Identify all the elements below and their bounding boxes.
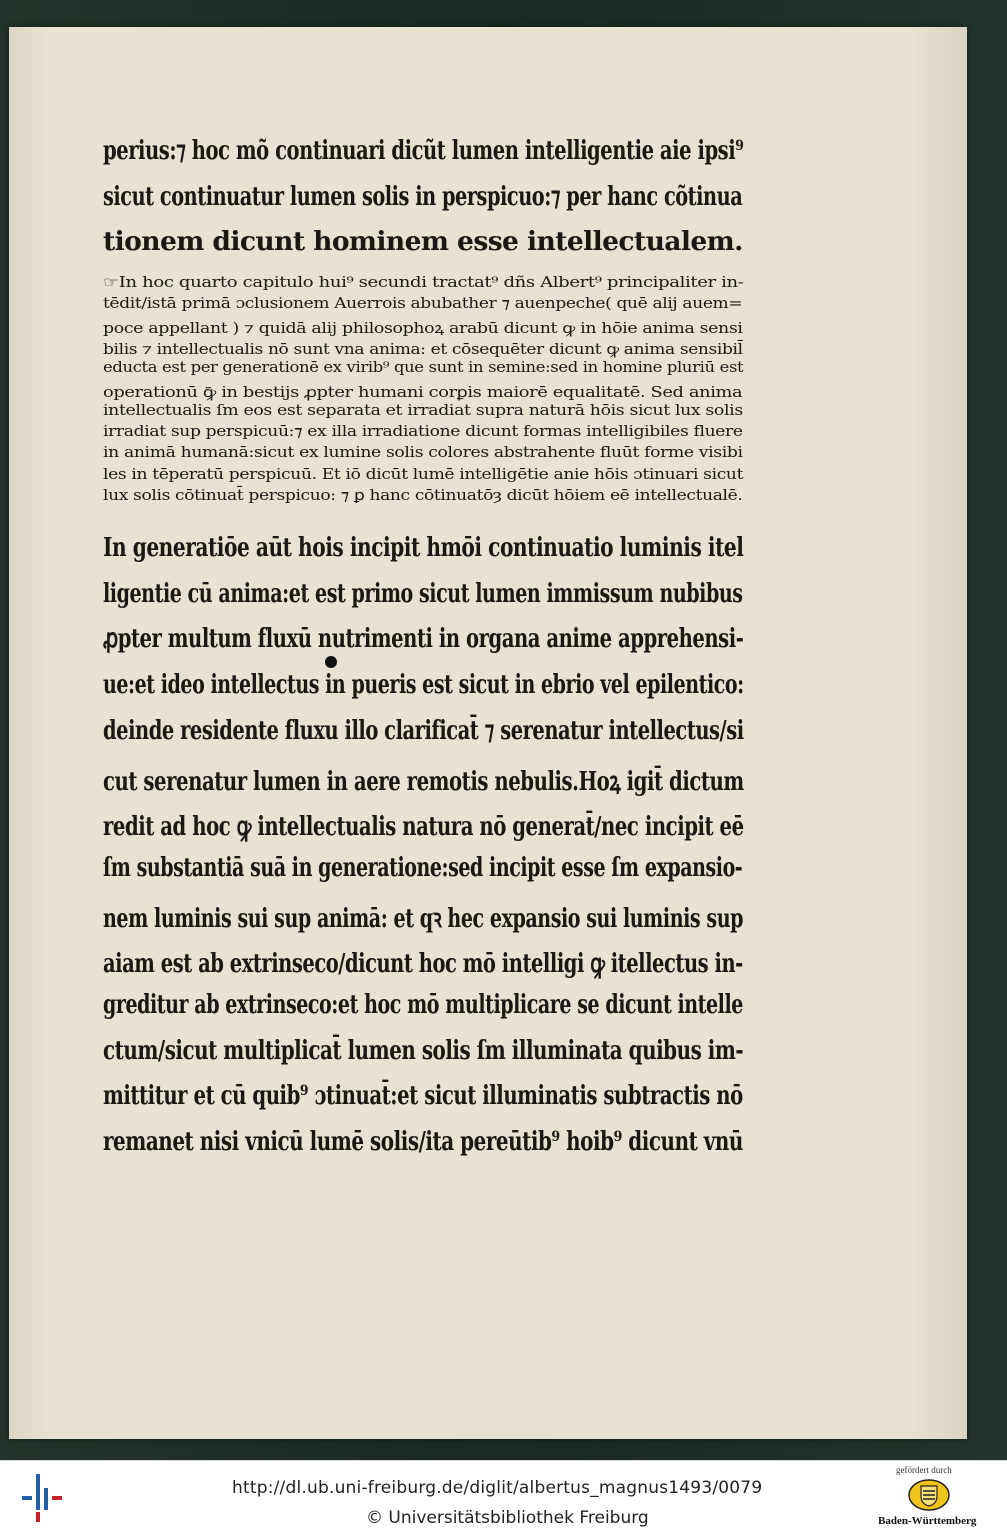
main-text-line: aiam est ab extrinseco/dicunt hoc mō intelligi ꝙ itellectus in- — [103, 949, 743, 980]
gloss-text-line: poce appellant ) ⁊ quidā alij philosophoꝝ arabū dicunt ꝙ in hōie anima sensi — [103, 320, 743, 337]
gloss-text-line: operationū ꝙ̄ in bestijs ꝓpter humani corꝑis maiorē equalitatē. Sed anima — [103, 384, 743, 401]
gloss-text-line: bilis ⁊ intellectualis nō sunt vna anima: et cōsequēter dicunt ꝙ anima sensibil̄ — [103, 341, 743, 358]
gloss-text-line: les in tēperatū perspicuū. Et iō dicūt lumē intelligētie anie hōis ɔtinuari sicut — [103, 466, 744, 483]
footer-copyright: © Universitätsbibliothek Freiburg — [366, 1508, 649, 1528]
main-text-line: ꝓpter multum fluxū nutrimenti in organa anime apprehensi- — [103, 624, 744, 655]
main-text-line: ſm substantiā suā in generatione:sed incipit esse ſm expansio- — [103, 852, 743, 883]
main-text-line: In generatiōe aūt hois incipit hmōi continuatio luminis itel — [103, 533, 744, 563]
gloss-text-line: lux solis cōtinuat̄ perspicuo: ⁊ ꝑ hanc cōtinuatōȝ dicūt hōiem eē intellectualē. — [103, 488, 743, 504]
gloss-text-line: educta est per generationē ex virib⁹ que sunt in semine:sed in homine pluriū est — [103, 360, 744, 377]
main-text-line: tionem dicunt hominem esse intellectualem. — [103, 227, 743, 257]
main-text-line: sicut continuatur lumen solis in perspicuo:⁊ per hanc cõtinua — [103, 181, 743, 212]
main-text-line: remanet nisi vnicū lumē solis/ita pereūtib⁹ hoib⁹ dicunt vnū — [103, 1127, 743, 1158]
footer-url-link[interactable]: http://dl.ub.uni-freiburg.de/diglit/albertus_magnus1493/0079 — [232, 1478, 763, 1498]
main-text-line: ligentie cū anima:et est primo sicut lumen immissum nubibus — [103, 578, 743, 609]
main-text-line: perius:⁊ hoc mõ continuari dicũt lumen intelligentie aie ipsi⁹ — [103, 136, 744, 166]
main-text-line: ue:et ideo intellectus in pueris est sicut in ebrio vel epilentico: — [103, 670, 744, 701]
gloss-text-line: tēdit/istā primā ɔclusionem Auerrois abubather ⁊ auenpeche( quē alij auem= — [103, 296, 743, 313]
gloss-text-line: intellectualis ſm eos est separata et irradiat supra naturā hōis sicut lux solis — [103, 402, 743, 419]
main-text-line: greditur ab extrinseco:et hoc mō multiplicare se dicunt intelle — [103, 990, 743, 1020]
main-text-line: nem luminis sui sup animā: et qꝛ hec expansio sui luminis sup — [103, 903, 744, 934]
sponsor-name: Baden-Württemberg — [878, 1515, 977, 1527]
main-text-line: redit ad hoc ꝙ intellectualis natura nō generat̄/nec incipit eē — [103, 812, 744, 843]
library-logo-icon — [16, 1468, 64, 1526]
coat-of-arms-icon — [907, 1478, 951, 1512]
main-text-line: deinde residente fluxu illo clarificat̄ ⁊ serenatur intellectus/si — [103, 715, 744, 746]
sponsor-caption: gefördert durch — [896, 1465, 952, 1475]
gloss-text-line: irradiat sup perspicuū:⁊ ex illa irradiatione dicunt formas intelligibiles fluere — [103, 424, 743, 441]
main-text-line: ctum/sicut multiplicat̄ lumen solis ſm illuminata quibus im- — [103, 1035, 744, 1066]
gloss-text-line: ☞In hoc quarto capitulo hui⁹ secundi tractat⁹ dñs Albert⁹ principaliter in- — [103, 275, 744, 291]
ink-dot — [325, 656, 337, 668]
main-text-line: mittitur et cū quib⁹ ɔtinuat̄:et sicut illuminatis subtractis nō — [103, 1081, 743, 1112]
gloss-text-line: in animā humanā:sicut ex lumine solis colores abstrahente fluūt forme visibi — [103, 445, 743, 462]
main-text-line: cut serenatur lumen in aere remotis nebulis.Hoꝝ igit̄ dictum — [103, 766, 744, 797]
